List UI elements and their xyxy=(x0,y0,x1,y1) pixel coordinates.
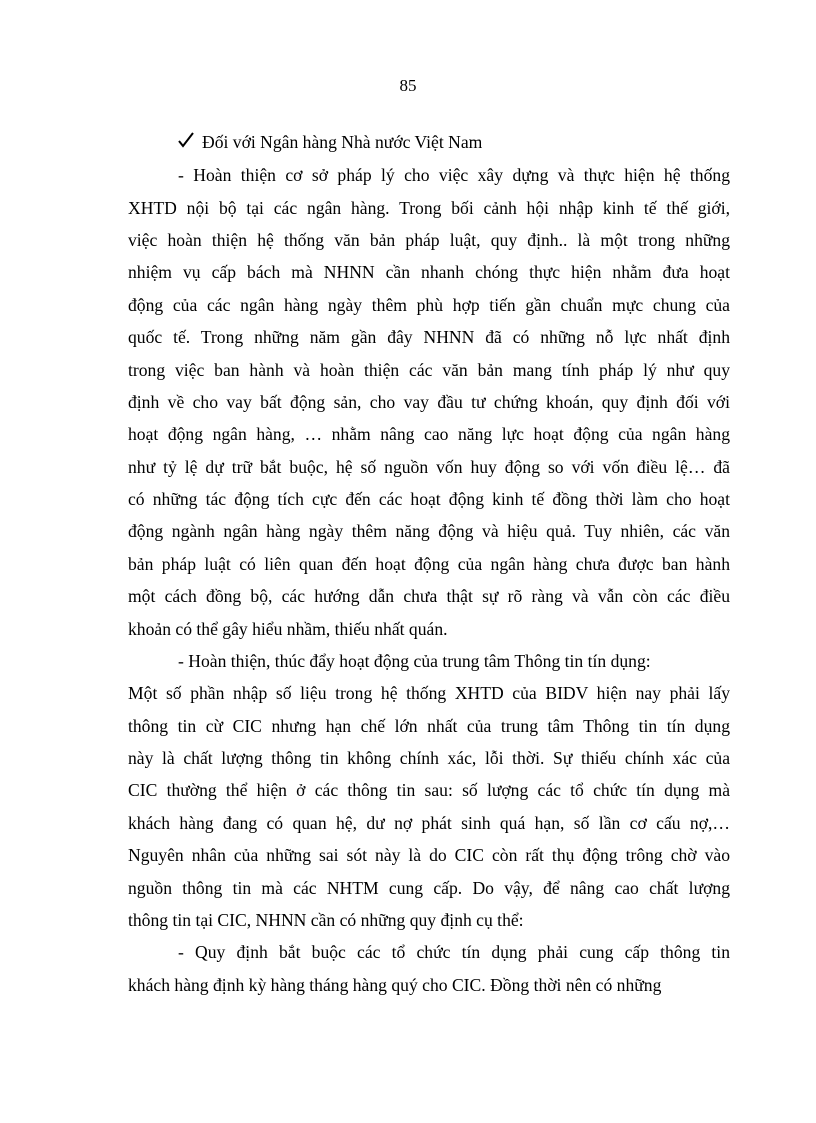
text-line: như tỷ lệ dự trữ bắt buộc, hệ số nguồn vốn huy động so với vốn điều lệ… đã xyxy=(128,457,730,477)
text-line: bản pháp luật có liên quan đến hoạt động của ngân hàng chưa được ban hành xyxy=(128,554,730,574)
text-line: thông tin tại CIC, NHNN cần có những quy định cụ thể: xyxy=(128,910,524,930)
checkmark-icon xyxy=(178,131,196,153)
page-number: 85 xyxy=(399,76,417,95)
text-line: việc hoàn thiện hệ thống văn bản pháp luật, quy định.. là một trong những xyxy=(128,230,730,250)
text-line: hoạt động ngân hàng, … nhằm nâng cao năng lực hoạt động của ngân hàng xyxy=(128,424,730,444)
text-line: Nguyên nhân của những sai sót này là do CIC còn rất thụ động trông chờ vào xyxy=(128,845,730,865)
heading-text: Đối với Ngân hàng Nhà nước Việt Nam xyxy=(202,132,483,152)
text-line: thông tin cừ CIC nhưng hạn chế lớn nhất của trung tâm Thông tin tín dụng xyxy=(128,716,730,736)
text-line: - Hoàn thiện, thúc đẩy hoạt động của trung tâm Thông tin tín dụng: xyxy=(178,651,651,671)
section-heading xyxy=(178,131,482,153)
text-line: khoản có thể gây hiểu nhầm, thiếu nhất quán. xyxy=(128,619,448,639)
text-line: có những tác động tích cực đến các hoạt động kinh tế đồng thời làm cho hoạt xyxy=(128,489,730,509)
text-line: khách hàng định kỳ hàng tháng hàng quý cho CIC. Đồng thời nên có những xyxy=(128,975,662,995)
text-line: động của các ngân hàng ngày thêm phù hợp tiến gần chuẩn mực chung của xyxy=(128,295,730,315)
text-line: này là chất lượng thông tin không chính xác, lỗi thời. Sự thiếu chính xác của xyxy=(128,748,730,768)
text-line: CIC thường thể hiện ở các thông tin sau: số lượng các tổ chức tín dụng mà xyxy=(128,780,730,800)
text-line: khách hàng đang có quan hệ, dư nợ phát sinh quá hạn, số lần cơ cấu nợ,… xyxy=(128,813,730,833)
text-line: Một số phần nhập số liệu trong hệ thống XHTD của BIDV hiện nay phải lấy xyxy=(128,683,730,703)
text-line: định về cho vay bất động sản, cho vay đầu tư chứng khoán, quy định đối với xyxy=(128,392,730,412)
text-line: - Hoàn thiện cơ sở pháp lý cho việc xây dựng và thực hiện hệ thống xyxy=(178,165,730,185)
text-line: trong việc ban hành và hoàn thiện các văn bản mang tính pháp lý như quy xyxy=(128,360,730,380)
text-line: nguồn thông tin mà các NHTM cung cấp. Do vậy, để nâng cao chất lượng xyxy=(128,878,730,898)
text-line: quốc tế. Trong những năm gần đây NHNN đã có những nỗ lực nhất định xyxy=(128,327,730,347)
text-line: - Quy định bắt buộc các tổ chức tín dụng phải cung cấp thông tin xyxy=(178,942,730,962)
text-line: động ngành ngân hàng ngày thêm năng động và hiệu quả. Tuy nhiên, các văn xyxy=(128,521,730,541)
text-line: nhiệm vụ cấp bách mà NHNN cần nhanh chóng thực hiện nhằm đưa hoạt xyxy=(128,262,730,282)
text-line: một cách đồng bộ, các hướng dẫn chưa thật sự rõ ràng và vẫn còn các điều xyxy=(128,586,730,606)
text-line: XHTD nội bộ tại các ngân hàng. Trong bối cảnh hội nhập kinh tế thế giới, xyxy=(128,198,730,218)
